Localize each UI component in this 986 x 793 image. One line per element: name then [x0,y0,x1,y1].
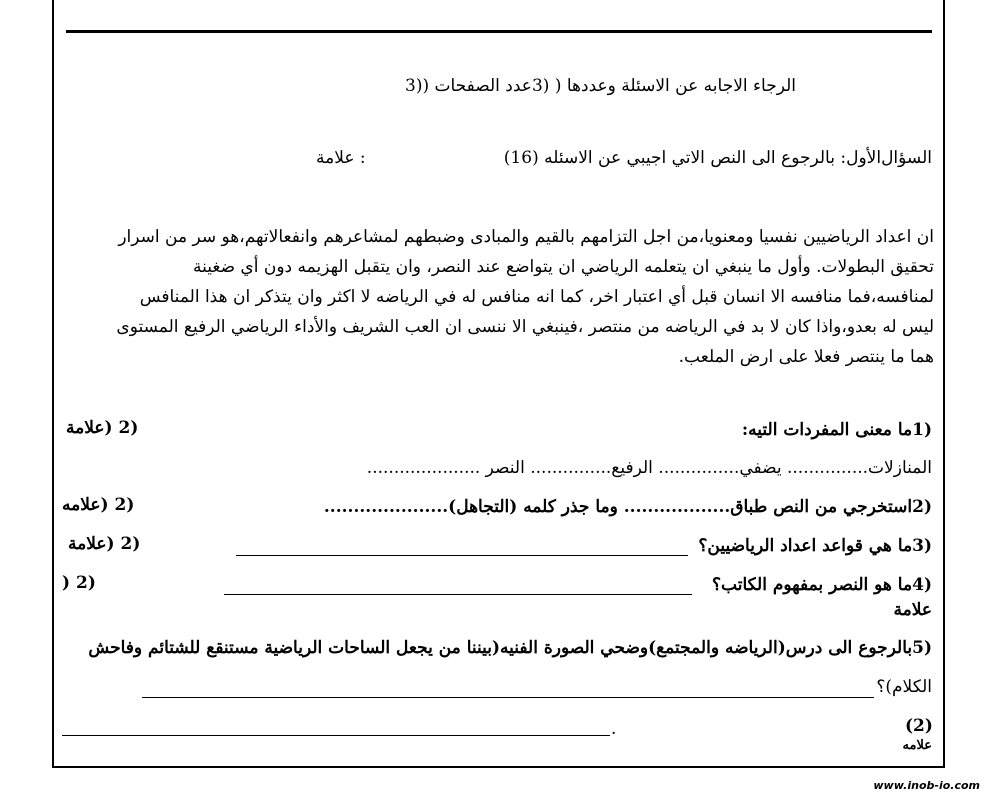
item-4-label: (4ما هو النصر بمفهوم الكاتب؟ [712,575,932,595]
item-1-label: (1ما معنى المفردات التيه: [741,420,932,440]
item-3-answer-line[interactable] [236,555,688,556]
item-5-mark-word: علامه [902,738,932,753]
item-2-mark: (2 (علامه [62,495,135,515]
item-5-answer-line-1[interactable] [142,697,874,698]
item-3-label: (3ما هي قواعد اعداد الرياضيين؟ [698,536,932,556]
item-3-mark: (2 (علامة [68,534,141,554]
item-2-label: (2استخرجي من النص طباق.................. وما جذر كلمه (التجاهل)..................... [323,497,932,517]
passage-line: ليس له بعدو،واذا كان لا بد في الرياضه من منتصر ،فينبغي الا ننسى ان العب الشريف والأداء الرياضي الرفيع المستوى [116,317,934,337]
passage-line: هما ما ينتصر فعلا على ارض الملعب. [678,347,934,367]
item-4-mark-word: علامة [893,600,932,620]
item-5-question-line2: الكلام)؟ [876,677,932,697]
top-rule [66,30,932,33]
item-5-period: . [611,719,617,739]
item-5-answer-line-2[interactable] [62,735,610,736]
item-1-words: المنازلات............... يضفي............... الرفيع............... النصر ..................... [366,458,932,478]
item-4-mark: (2 ( [62,573,96,593]
passage-line: لمنافسه،فما منافسه الا انسان قبل أي اعتبار اخر، كما انه منافس له في الرياضه لا اكثر وان يتذكر ان هذا المنافس [139,287,934,307]
passage-line: ان اعداد الرياضيين نفسيا ومعنويا،من اجل التزامهم بالقيم والمبادى وضبطهم لمشاعرهم وانفعالاتهم،هو سر من اسرار [118,227,934,247]
question-1-mark: : علامة [316,148,366,168]
exam-instruction: الرجاء الاجابه عن الاسئلة وعددها ( (3عدد الصفحات ((3 [405,76,796,96]
question-1-title: السؤال‌الأول: بالرجوع الى النص الاتي اجيبي عن الاسئله (16) [503,148,932,168]
passage-line: تحقيق البطولات. وأول ما ينبغي ان يتعلمه الرياضي ان يتواضع عند النصر، وان يتقبل الهزيمه دون أي ضغينة [193,257,934,277]
reading-passage [66,222,934,372]
item-1-mark: (2 (علامة [66,418,139,438]
item-5-question-line1: (5بالرجوع الى درس(الرياضه والمجتمع)وضحي الصورة الفنيه(بيننا من يجعل الساحات الرياضية مستنقع للشتائم وفاحش [88,638,932,658]
item-5-mark: (2) [905,716,933,736]
footer-url: www.inob-io.com [873,779,980,792]
item-4-answer-line[interactable] [224,594,692,595]
